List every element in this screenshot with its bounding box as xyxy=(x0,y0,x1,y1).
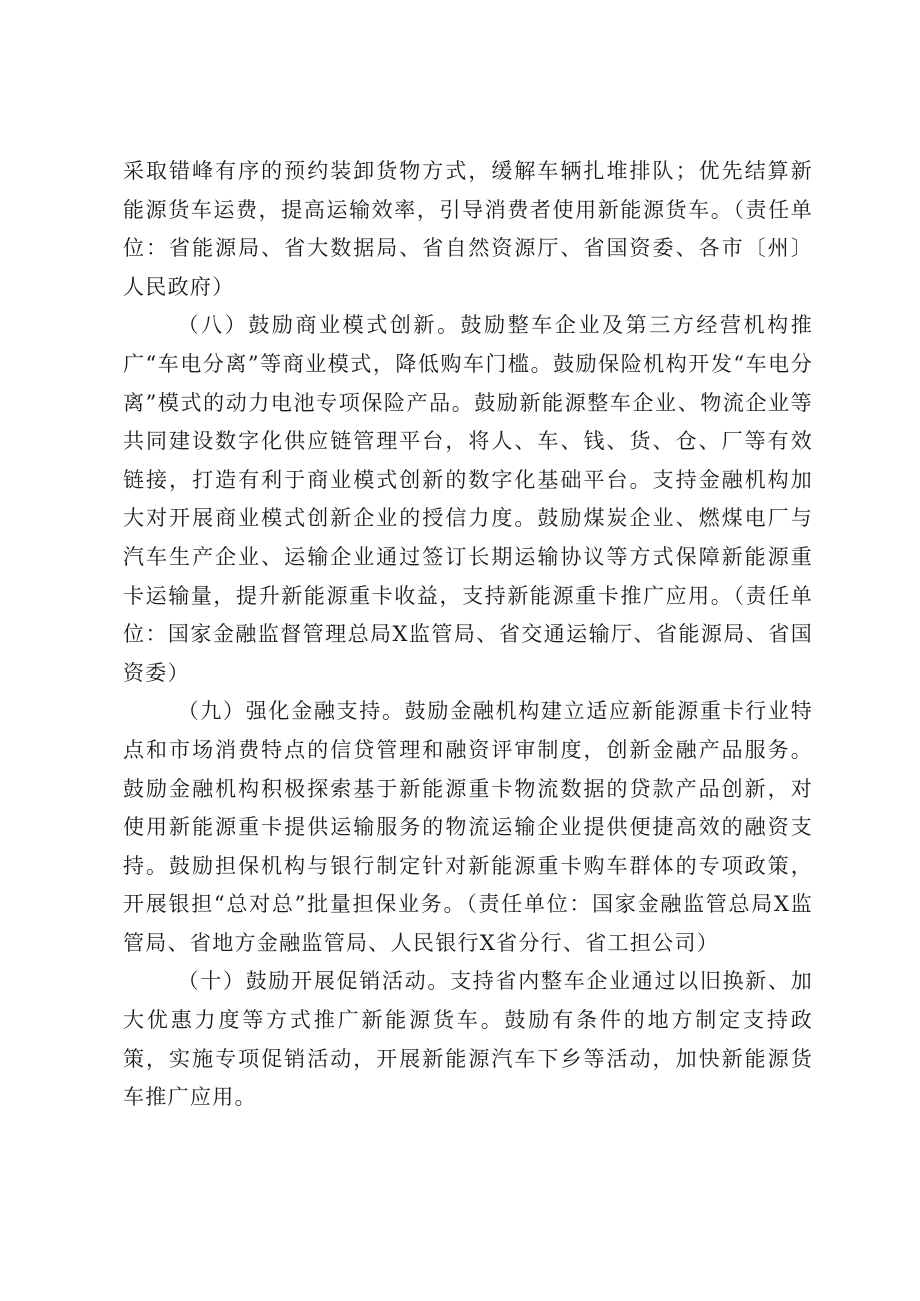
document-body xyxy=(123,152,813,1117)
paragraph-continuation: 采取错峰有序的预约装卸货物方式，缓解车辆扎堆排队；优先结算新能源货车运费，提高运输效率，引导消费者使用新能源货车。（责任单位：省能源局、省大数据局、省自然资源厅、省国资委、各市〔州〕人民政府） xyxy=(123,159,813,299)
paragraph-item-10: （十）鼓励开展促销活动。支持省内整车企业通过以旧换新、加大优惠力度等方式推广新能源货车。鼓励有条件的地方制定支持政策，实施专项促销活动，开展新能源汽车下乡等活动，加快新能源货车推广应用。 xyxy=(123,969,813,1110)
paragraph-item-9: （九）强化金融支持。鼓励金融机构建立适应新能源重卡行业特点和市场消费特点的信贷管理和融资评审制度，创新金融产品服务。鼓励金融机构积极探索基于新能源重卡物流数据的贷款产品创新，对使用新能源重卡提供运输服务的物流运输企业提供便捷高效的融资支持。鼓励担保机构与银行制定针对新能源重卡购车群体的专项政策，开展银担“总对总”批量担保业务。（责任单位：国家金融监管总局X监管局、省地方金融监管局、人民银行X省分行、省工担公司） xyxy=(123,699,813,955)
paragraph-item-8: （八）鼓励商业模式创新。鼓励整车企业及第三方经营机构推广“车电分离”等商业模式，降低购车门槛。鼓励保险机构开发“车电分离”模式的动力电池专项保险产品。鼓励新能源整车企业、物流企业等共同建设数字化供应链管理平台，将人、车、钱、货、仓、厂等有效链接，打造有利于商业模式创新的数字化基础平台。支持金融机构加大对开展商业模式创新企业的授信力度。鼓励煤炭企业、燃煤电厂与汽车生产企业、运输企业通过签订长期运输协议等方式保障新能源重卡运输量，提升新能源重卡收益，支持新能源重卡推广应用。（责任单位：国家金融监督管理总局X监管局、省交通运输厅、省能源局、省国资委） xyxy=(123,313,813,685)
